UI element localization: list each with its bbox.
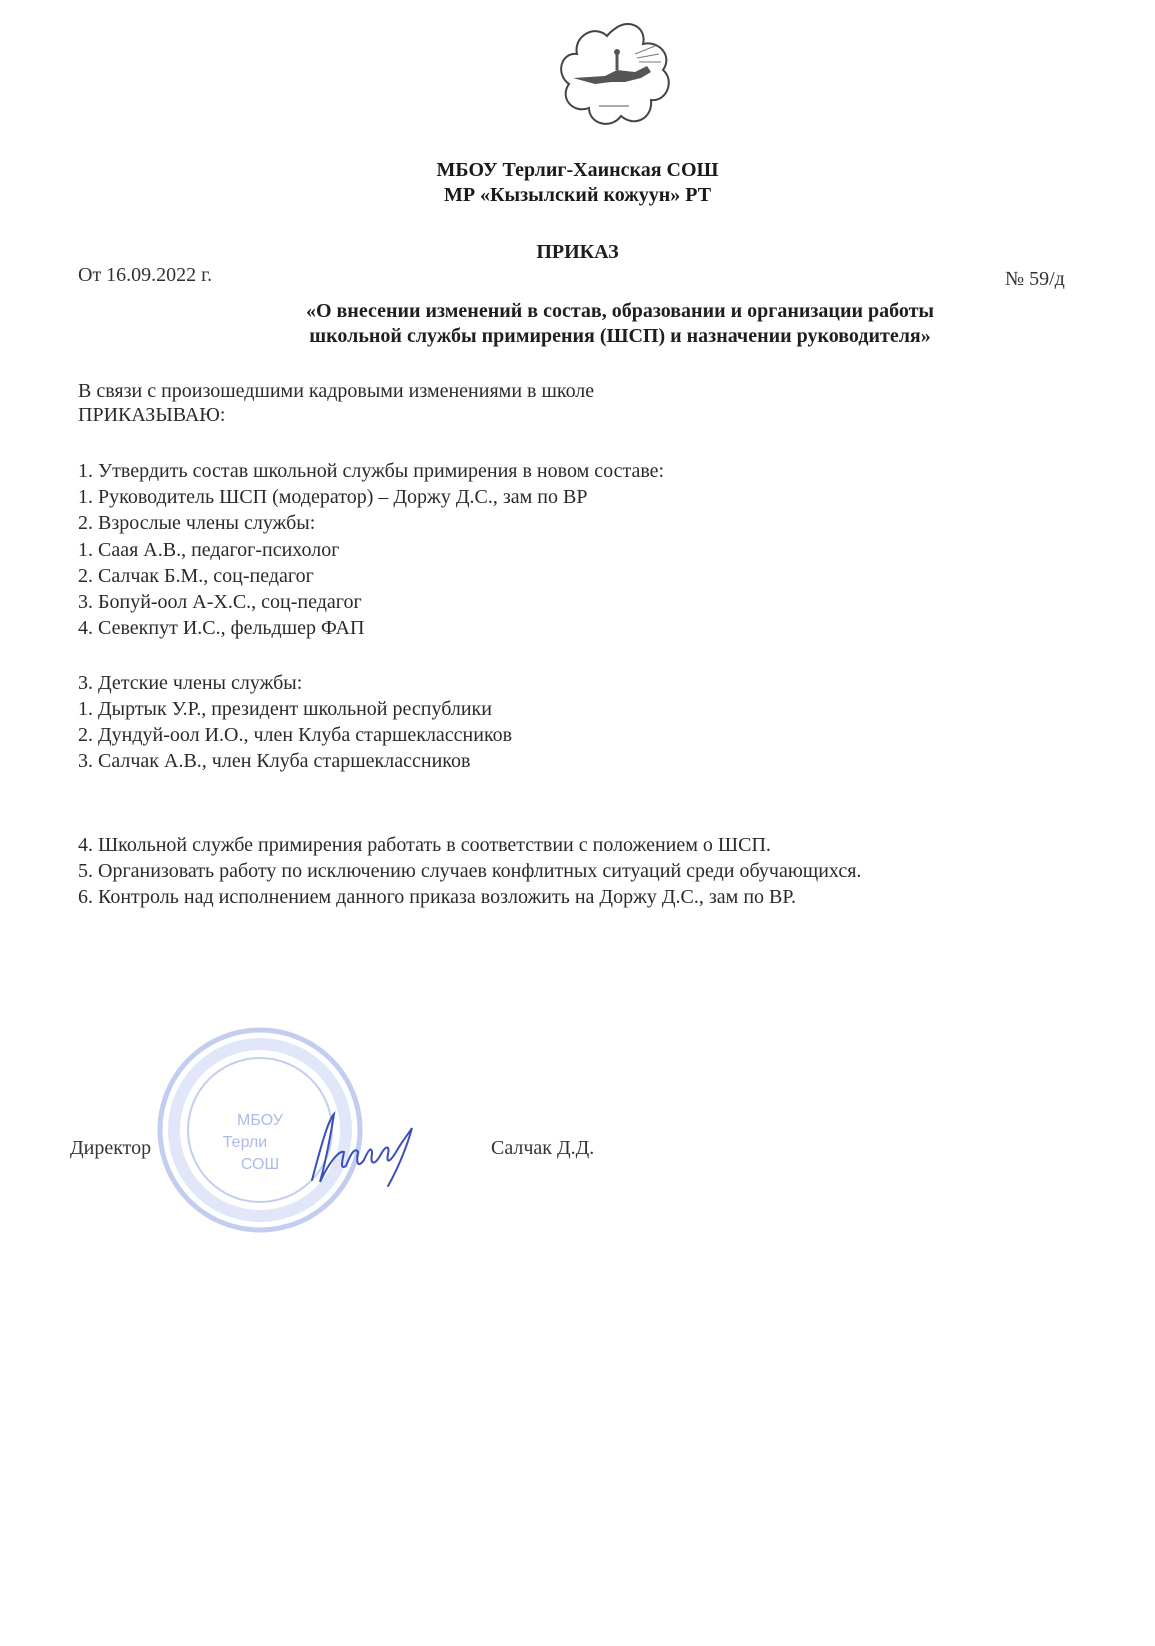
- body-line: 2. Взрослые члены службы:: [78, 512, 316, 534]
- svg-text:Терли: Терли: [222, 1134, 268, 1151]
- body-line: 1. Утвердить состав школьной службы примирения в новом составе:: [78, 460, 665, 482]
- order-date: От 16.09.2022 г.: [78, 264, 213, 286]
- body-line: 4. Севекпут И.С., фельдшер ФАП: [78, 617, 365, 639]
- organization-name: МБОУ Терлиг-Хаинская СОШ: [436, 159, 719, 181]
- body-line: 4. Школьной службе примирения работать в соответствии с положением о ШСП.: [78, 834, 771, 856]
- order-number: № 59/д: [1005, 268, 1065, 290]
- order-title: ПРИКАЗ: [536, 241, 619, 263]
- body-line: В связи с произошедшими кадровыми изменениями в школе: [78, 380, 595, 402]
- organization-district: МР «Кызылский кожуун» РТ: [443, 184, 712, 206]
- body-line: ПРИКАЗЫВАЮ:: [78, 404, 226, 426]
- svg-text:МБОУ: МБОУ: [237, 1112, 283, 1129]
- body-line: 3. Салчак А.В., член Клуба старшеклассников: [78, 750, 471, 772]
- body-line: 2. Дундуй-оол И.О., член Клуба старшеклассников: [78, 724, 513, 746]
- body-line: 2. Салчак Б.М., соц-педагог: [78, 565, 314, 587]
- director-signature: [300, 1110, 430, 1190]
- body-line: 3. Бопуй-оол А-Х.С., соц-педагог: [78, 591, 362, 613]
- svg-text:СОШ: СОШ: [240, 1156, 280, 1173]
- body-line: 3. Детские члены службы:: [78, 672, 303, 694]
- body-line: 1. Дыртык У.Р., президент школьной республики: [78, 698, 492, 720]
- order-subject-line: «О внесении изменений в состав, образовании и организации работы: [305, 300, 935, 322]
- body-line: 1. Саая А.В., педагог-психолог: [78, 539, 340, 561]
- order-subject-line: школьной службы примирения (ШСП) и назначении руководителя»: [309, 325, 931, 347]
- signature-label: Директор: [70, 1137, 152, 1159]
- director-name: Салчак Д.Д.: [491, 1137, 595, 1159]
- body-line: 1. Руководитель ШСП (модератор) – Доржу Д.С., зам по ВР: [78, 486, 588, 508]
- tuva-emblem-icon: [555, 20, 677, 132]
- body-line: 6. Контроль над исполнением данного приказа возложить на Доржу Д.С., зам по ВР.: [78, 886, 796, 908]
- order-subject: [250, 299, 990, 349]
- body-line: 5. Организовать работу по исключению случаев конфлитных ситуаций среди обучающихся.: [78, 860, 862, 882]
